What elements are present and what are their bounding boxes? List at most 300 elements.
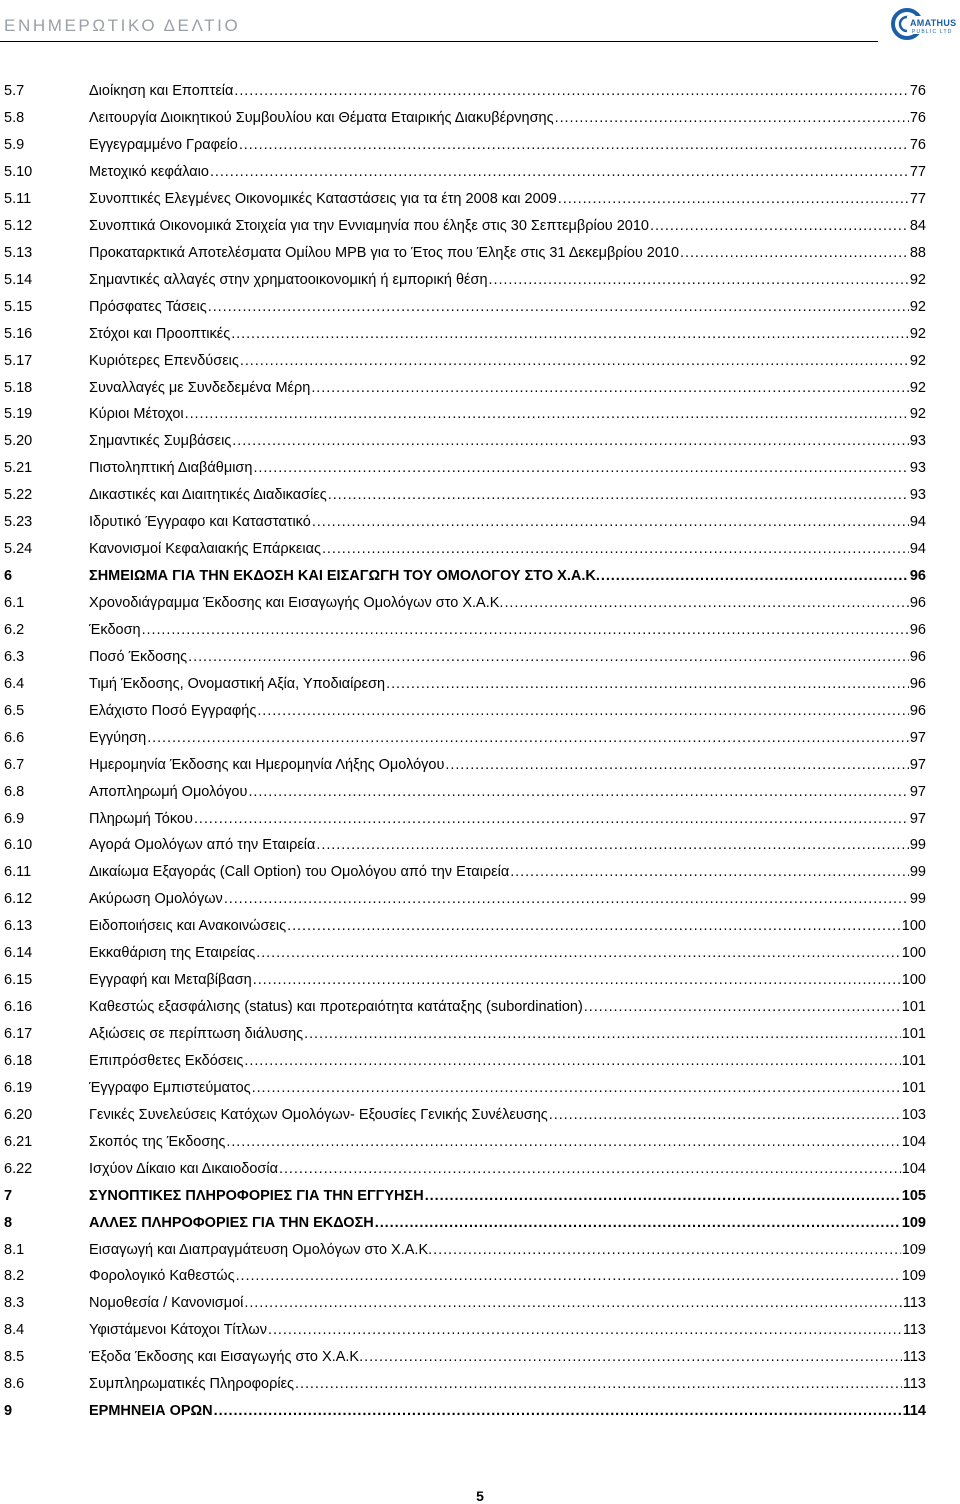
toc-entry-body <box>89 812 926 827</box>
toc-entry-body <box>89 381 926 396</box>
toc-entry-number: 6.21 <box>4 1133 33 1150</box>
toc-entry-number: 5.12 <box>4 217 33 234</box>
toc-entry[interactable] <box>0 374 960 401</box>
toc-entry-page: 97 <box>909 729 926 746</box>
toc-entry[interactable] <box>0 347 960 374</box>
toc-dot-leader <box>584 1000 901 1015</box>
toc-dot-leader <box>680 246 909 261</box>
toc-entry-title: Καθεστώς εξασφάλισης (status) και προτεραιότητα κατάταξης (subordination) <box>89 999 583 1016</box>
toc-dot-leader <box>312 515 909 530</box>
logo-wordmark: AMATHUS <box>910 18 957 28</box>
toc-entry-title: Ειδοποιήσεις και Ανακοινώσεις <box>89 918 287 935</box>
toc-entry[interactable] <box>0 1129 960 1156</box>
toc-dot-leader <box>304 1027 901 1042</box>
toc-entry-page: 109 <box>901 1241 926 1258</box>
toc-entry-title: Εγγραφή και Μεταβίβαση <box>89 972 252 989</box>
toc-entry-title: Λειτουργία Διοικητικού Συμβουλίου και Θέματα Εταιρικής Διακυβέρνησης <box>89 110 554 127</box>
toc-entry-page: 100 <box>901 972 926 989</box>
toc-entry-body <box>89 138 926 153</box>
toc-dot-leader <box>555 111 909 126</box>
toc-entry-page: 109 <box>901 1268 926 1285</box>
toc-entry-page: 93 <box>909 433 926 450</box>
toc-entry-title: Χρονοδιάγραμμα Έκδοσης και Εισαγωγής Ομολόγων στο Χ.Α.Κ. <box>89 595 504 612</box>
toc-entry-body <box>89 758 926 773</box>
toc-entry-number: 6.10 <box>4 837 33 854</box>
toc-entry-page: 93 <box>909 460 926 477</box>
toc-entry-page: 99 <box>909 837 926 854</box>
toc-entry-title: Τιμή Έκδοσης, Ονομαστική Αξία, Υποδιαίρεση <box>89 675 386 692</box>
toc-entry-number: 6.7 <box>4 756 25 773</box>
toc-entry-number: 6.5 <box>4 702 25 719</box>
toc-entry[interactable] <box>0 671 960 698</box>
toc-entry-body <box>89 407 926 422</box>
toc-entry-page: 114 <box>902 1403 926 1420</box>
toc-entry[interactable] <box>0 320 960 347</box>
toc-dot-leader <box>322 542 909 557</box>
toc-entry-title: Προκαταρκτικά Αποτελέσματα Ομίλου MPB για το Έτος που Έληξε στις 31 Δεκεμβρίου 2010 <box>89 244 680 261</box>
toc-entry[interactable] <box>0 617 960 644</box>
toc-dot-leader <box>489 273 909 288</box>
toc-entry-title: Αγορά Ομολόγων από την Εταιρεία <box>89 837 316 854</box>
toc-entry-number: 6.11 <box>4 864 32 881</box>
toc-entry-number: 5.17 <box>4 352 33 369</box>
toc-entry[interactable] <box>0 1182 960 1209</box>
toc-entry-number: 5.16 <box>4 325 33 342</box>
toc-dot-leader <box>425 1189 901 1204</box>
toc-dot-leader <box>234 84 908 99</box>
toc-entry[interactable] <box>0 940 960 967</box>
toc-dot-leader <box>240 354 909 369</box>
toc-entry[interactable] <box>0 1290 960 1317</box>
toc-entry-page: 113 <box>902 1376 926 1393</box>
toc-entry-page: 77 <box>909 164 926 181</box>
toc-entry-page: 113 <box>902 1295 926 1312</box>
toc-entry-page: 109 <box>901 1214 926 1231</box>
toc-entry-title: Εγγεγραμμένο Γραφείο <box>89 137 238 154</box>
toc-entry-number: 6.6 <box>4 729 25 746</box>
toc-entry-body <box>89 838 926 853</box>
toc-entry[interactable] <box>0 132 960 159</box>
toc-entry-title: Δικαίωμα Εξαγοράς (Call Option) του Ομολόγου από την Εταιρεία <box>89 864 510 881</box>
toc-entry-page: 96 <box>909 648 926 665</box>
toc-entry-title: Συνοπτικά Οικονομικά Στοιχεία για την Εννιαμηνία που έληξε στις 30 Σεπτεμβρίου 2010 <box>89 217 649 234</box>
toc-entry-title: Σημαντικές αλλαγές στην χρηματοοικονομική ή εμπορική θέση <box>89 271 488 288</box>
toc-entry-number: 6.19 <box>4 1079 33 1096</box>
toc-entry-title: Έκδοση <box>89 621 141 638</box>
toc-entry[interactable] <box>0 1075 960 1102</box>
toc-entry[interactable] <box>0 1371 960 1398</box>
toc-entry[interactable] <box>0 725 960 752</box>
toc-entry[interactable] <box>0 698 960 725</box>
toc-entry-body <box>89 1269 926 1284</box>
toc-entry-number: 5.20 <box>4 433 33 450</box>
toc-entry-number: 5.22 <box>4 487 33 504</box>
toc-entry-title: Διοίκηση και Εποπτεία <box>89 83 234 100</box>
header-divider <box>0 41 878 42</box>
toc-dot-leader <box>257 704 909 719</box>
toc-entry-body <box>89 300 926 315</box>
toc-entry[interactable] <box>0 805 960 832</box>
toc-entry-page: 100 <box>901 918 926 935</box>
toc-entry-number: 5.8 <box>4 110 25 127</box>
toc-dot-leader <box>248 785 908 800</box>
toc-entry-body <box>89 973 926 988</box>
toc-entry-number: 8.2 <box>4 1268 25 1285</box>
toc-entry-title: Φορολογικό Καθεστώς <box>89 1268 235 1285</box>
toc-entry-body <box>89 1081 926 1096</box>
logo-subtitle: PUBLIC LTD <box>912 29 953 35</box>
toc-dot-leader <box>232 434 909 449</box>
toc-entry-title: Κυριότερες Επενδύσεις <box>89 352 239 369</box>
toc-entry-body <box>89 1243 926 1258</box>
toc-entry-number: 6.18 <box>4 1052 33 1069</box>
toc-entry[interactable] <box>0 428 960 455</box>
toc-entry-page: 76 <box>909 137 926 154</box>
toc-entry-body <box>89 111 926 126</box>
toc-dot-leader <box>194 812 909 827</box>
toc-entry-title: Ισχύον Δίκαιο και Δικαιοδοσία <box>89 1160 278 1177</box>
toc-entry-body <box>89 1377 926 1392</box>
toc-entry[interactable] <box>0 482 960 509</box>
toc-entry-page: 99 <box>909 891 926 908</box>
toc-entry-body <box>89 1162 926 1177</box>
toc-entry[interactable] <box>0 78 960 105</box>
toc-dot-leader <box>386 677 909 692</box>
toc-entry-number: 8.4 <box>4 1322 25 1339</box>
toc-entry-page: 77 <box>909 190 926 207</box>
toc-entry-number: 5.21 <box>4 460 33 477</box>
toc-entry-body <box>89 192 926 207</box>
toc-entry-title: Κύριοι Μέτοχοι <box>89 406 184 423</box>
toc-entry-body <box>89 677 926 692</box>
toc-entry-number: 6.22 <box>4 1160 33 1177</box>
toc-entry-page: 76 <box>909 110 926 127</box>
toc-dot-leader <box>504 596 908 611</box>
toc-entry[interactable] <box>0 159 960 186</box>
toc-entry-body <box>89 1404 926 1419</box>
toc-entry-page: 94 <box>909 514 926 531</box>
toc-entry-title: Συμπληρωματικές Πληροφορίες <box>89 1376 295 1393</box>
toc-entry-title: Εκκαθάριση της Εταιρείας <box>89 945 256 962</box>
toc-entry-body <box>89 165 926 180</box>
toc-dot-leader <box>253 461 908 476</box>
toc-entry-page: 105 <box>901 1187 926 1204</box>
toc-entry-title: Επιπρόσθετες Εκδόσεις <box>89 1052 244 1069</box>
toc-dot-leader <box>328 488 909 503</box>
toc-entry[interactable] <box>0 1209 960 1236</box>
toc-entry[interactable] <box>0 778 960 805</box>
toc-dot-leader <box>256 946 901 961</box>
toc-entry-body <box>89 273 926 288</box>
toc-entry-number: 6.12 <box>4 891 33 908</box>
toc-entry-body <box>89 1323 926 1338</box>
toc-entry-title: Έγγραφο Εμπιστεύματος <box>89 1079 251 1096</box>
toc-dot-leader <box>445 758 908 773</box>
toc-entry-page: 96 <box>909 568 926 585</box>
toc-entry[interactable] <box>0 1102 960 1129</box>
toc-dot-leader <box>601 569 909 584</box>
toc-dot-leader <box>214 1404 902 1419</box>
toc-dot-leader <box>549 1108 901 1123</box>
toc-entry[interactable] <box>0 751 960 778</box>
toc-entry[interactable] <box>0 832 960 859</box>
toc-entry-page: 104 <box>901 1160 926 1177</box>
toc-entry[interactable] <box>0 1156 960 1183</box>
toc-entry-body <box>89 542 926 557</box>
toc-entry-number: 5.10 <box>4 164 33 181</box>
toc-entry-number: 5.23 <box>4 514 33 531</box>
toc-entry-number: 6.20 <box>4 1106 33 1123</box>
toc-entry-title: Πληρωμή Τόκου <box>89 810 193 827</box>
toc-entry-body <box>89 569 926 584</box>
toc-entry-body <box>89 892 926 907</box>
toc-entry-body <box>89 434 926 449</box>
toc-entry-body <box>89 919 926 934</box>
toc-entry-body <box>89 865 926 880</box>
toc-entry-number: 5.9 <box>4 137 25 154</box>
toc-entry-page: 96 <box>909 675 926 692</box>
toc-entry-number: 5.24 <box>4 541 33 558</box>
toc-entry-page: 113 <box>902 1322 926 1339</box>
toc-entry-page: 94 <box>909 541 926 558</box>
company-logo <box>890 6 956 46</box>
toc-entry-number: 5.19 <box>4 406 33 423</box>
toc-entry[interactable] <box>0 1021 960 1048</box>
toc-entry-number: 6.14 <box>4 945 33 962</box>
toc-entry[interactable] <box>0 1263 960 1290</box>
toc-entry-page: 92 <box>909 298 926 315</box>
toc-entry-title: Ιδρυτικό Έγγραφο και Καταστατικό <box>89 514 311 531</box>
toc-dot-leader <box>253 973 901 988</box>
toc-entry-title: Πιστοληπτική Διαβάθμιση <box>89 460 253 477</box>
toc-entry-title: Ακύρωση Ομολόγων <box>89 891 223 908</box>
toc-dot-leader <box>558 192 909 207</box>
toc-entry-body <box>89 219 926 234</box>
toc-entry-body <box>89 84 926 99</box>
toc-dot-leader <box>279 1162 901 1177</box>
toc-entry-page: 84 <box>909 217 926 234</box>
toc-entry-body <box>89 1054 926 1069</box>
toc-dot-leader <box>185 407 909 422</box>
toc-entry[interactable] <box>0 455 960 482</box>
toc-entry-page: 97 <box>909 810 926 827</box>
toc-dot-leader <box>210 165 909 180</box>
toc-entry-title: Δικαστικές και Διαιτητικές Διαδικασίες <box>89 487 327 504</box>
toc-entry[interactable] <box>0 590 960 617</box>
toc-entry-title: Ελάχιστο Ποσό Εγγραφής <box>89 702 257 719</box>
toc-entry-title: Συνοπτικές Ελεγμένες Οικονομικές Καταστάσεις για τα έτη 2008 και 2009 <box>89 190 557 207</box>
toc-dot-leader <box>208 300 909 315</box>
toc-entry-title: Σκοπός της Έκδοσης <box>89 1133 226 1150</box>
toc-entry-title: Συναλλαγές με Συνδεδεμένα Μέρη <box>89 379 311 396</box>
toc-entry-title: ΕΡΜΗΝΕΙΑ ΟΡΩΝ <box>89 1403 213 1420</box>
toc-entry-number: 5.11 <box>4 190 32 207</box>
toc-entry-body <box>89 785 926 800</box>
toc-entry-page: 92 <box>909 379 926 396</box>
toc-entry[interactable] <box>0 1344 960 1371</box>
toc-entry-number: 5.15 <box>4 298 33 315</box>
toc-entry-body <box>89 650 926 665</box>
toc-entry-title: Σημαντικές Συμβάσεις <box>89 433 232 450</box>
page-header <box>0 0 960 52</box>
toc-entry-body <box>89 704 926 719</box>
toc-entry-title: Κανονισμοί Κεφαλαιακής Επάρκειας <box>89 541 321 558</box>
toc-entry[interactable] <box>0 1236 960 1263</box>
toc-entry-number: 8.5 <box>4 1349 25 1366</box>
toc-entry-page: 97 <box>909 783 926 800</box>
toc-entry-number: 6.8 <box>4 783 25 800</box>
toc-entry[interactable] <box>0 859 960 886</box>
toc-entry-page: 101 <box>901 1026 926 1043</box>
toc-entry-number: 6.15 <box>4 972 33 989</box>
toc-dot-leader <box>142 623 909 638</box>
toc-dot-leader <box>287 919 901 934</box>
toc-entry[interactable] <box>0 401 960 428</box>
toc-entry-title: Υφιστάμενοι Κάτοχοι Τίτλων <box>89 1322 267 1339</box>
toc-dot-leader <box>244 1054 900 1069</box>
toc-entry[interactable] <box>0 536 960 563</box>
toc-entry-number: 5.7 <box>4 83 25 100</box>
toc-entry[interactable] <box>0 563 960 590</box>
toc-dot-leader <box>252 1081 901 1096</box>
toc-entry-title: ΑΛΛΕΣ ΠΛΗΡΟΦΟΡΙΕΣ ΓΙΑ ΤΗΝ ΕΚΔΟΣΗ <box>89 1214 374 1231</box>
toc-entry-body <box>89 1216 926 1231</box>
toc-entry-title: Εισαγωγή και Διαπραγμάτευση Ομολόγων στο Χ.Α.Κ. <box>89 1241 433 1258</box>
toc-entry-number: 5.13 <box>4 244 33 261</box>
toc-entry-body <box>89 623 926 638</box>
toc-entry[interactable] <box>0 240 960 267</box>
toc-entry-number: 9 <box>4 1403 13 1420</box>
toc-dot-leader <box>226 1135 900 1150</box>
toc-entry-page: 104 <box>901 1133 926 1150</box>
toc-entry-title: Αξιώσεις σε περίπτωση διάλυσης <box>89 1026 304 1043</box>
toc-dot-leader <box>375 1216 901 1231</box>
toc-entry-number: 6.17 <box>4 1026 33 1043</box>
toc-entry-page: 92 <box>909 325 926 342</box>
toc-entry-number: 7 <box>4 1187 13 1204</box>
toc-dot-leader <box>244 1296 902 1311</box>
toc-entry-number: 8.3 <box>4 1295 25 1312</box>
table-of-contents <box>0 78 960 1425</box>
toc-dot-leader <box>236 1269 901 1284</box>
toc-entry-title: Ημερομηνία Έκδοσης και Ημερομηνία Λήξης Ομολόγου <box>89 756 445 773</box>
toc-entry-page: 92 <box>909 352 926 369</box>
toc-entry-body <box>89 946 926 961</box>
toc-dot-leader <box>364 1350 902 1365</box>
toc-entry-page: 76 <box>909 83 926 100</box>
toc-entry-page: 96 <box>909 595 926 612</box>
toc-entry-body <box>89 1108 926 1123</box>
toc-entry[interactable] <box>0 1317 960 1344</box>
toc-entry-number: 5.14 <box>4 271 33 288</box>
toc-entry-title: Στόχοι και Προοπτικές <box>89 325 231 342</box>
toc-entry-body <box>89 1000 926 1015</box>
toc-dot-leader <box>224 892 909 907</box>
toc-entry[interactable] <box>0 267 960 294</box>
toc-dot-leader <box>650 219 909 234</box>
toc-entry[interactable] <box>0 1048 960 1075</box>
toc-entry-number: 5.18 <box>4 379 33 396</box>
toc-entry-page: 96 <box>909 621 926 638</box>
toc-entry-title: Πρόσφατες Τάσεις <box>89 298 207 315</box>
toc-entry-body <box>89 327 926 342</box>
toc-entry-number: 6.13 <box>4 918 33 935</box>
toc-entry-page: 97 <box>909 756 926 773</box>
toc-entry[interactable] <box>0 994 960 1021</box>
toc-entry-title: Εγγύηση <box>89 729 147 746</box>
toc-entry-number: 6.1 <box>4 595 25 612</box>
toc-dot-leader <box>147 731 909 746</box>
toc-entry[interactable] <box>0 886 960 913</box>
document-title: ΕΝΗΜΕΡΩΤΙΚΟ ΔΕΛΤΙΟ <box>4 16 241 35</box>
toc-entry-page: 101 <box>901 1079 926 1096</box>
toc-entry-page: 100 <box>901 945 926 962</box>
toc-entry-body <box>89 1189 926 1204</box>
page-number: 5 <box>476 1488 484 1504</box>
toc-dot-leader <box>311 381 909 396</box>
toc-entry[interactable] <box>0 186 960 213</box>
toc-entry-title: Ποσό Έκδοσης <box>89 648 188 665</box>
toc-entry-body <box>89 596 926 611</box>
toc-entry-number: 8 <box>4 1214 13 1231</box>
toc-entry-title: Αποπληρωμή Ομολόγου <box>89 783 248 800</box>
toc-entry-body <box>89 1296 926 1311</box>
toc-entry-page: 93 <box>909 487 926 504</box>
toc-entry-number: 6.3 <box>4 648 25 665</box>
toc-dot-leader <box>231 327 909 342</box>
toc-dot-leader <box>316 838 908 853</box>
toc-dot-leader <box>268 1323 902 1338</box>
toc-entry[interactable] <box>0 1398 960 1425</box>
toc-entry[interactable] <box>0 967 960 994</box>
toc-entry[interactable] <box>0 644 960 671</box>
toc-entry-body <box>89 246 926 261</box>
toc-entry-page: 99 <box>909 864 926 881</box>
toc-entry-number: 6.9 <box>4 810 25 827</box>
toc-entry-page: 92 <box>909 271 926 288</box>
toc-entry-title: Έξοδα Έκδοσης και Εισαγωγής στο Χ.Α.Κ. <box>89 1349 364 1366</box>
toc-entry-page: 101 <box>901 1052 926 1069</box>
toc-entry-body <box>89 488 926 503</box>
toc-entry-page: 101 <box>901 999 926 1016</box>
toc-dot-leader <box>510 865 909 880</box>
toc-entry-title: ΣΥΝΟΠΤΙΚΕΣ ΠΛΗΡΟΦΟΡΙΕΣ ΓΙΑ ΤΗΝ ΕΓΓΥΗΣΗ <box>89 1187 424 1204</box>
toc-entry-number: 6.2 <box>4 621 25 638</box>
toc-entry-body <box>89 1027 926 1042</box>
toc-entry-title: Νομοθεσία / Κανονισμοί <box>89 1295 244 1312</box>
toc-dot-leader <box>239 138 909 153</box>
toc-entry[interactable] <box>0 913 960 940</box>
toc-entry-number: 6 <box>4 568 13 585</box>
toc-entry-body <box>89 515 926 530</box>
toc-entry[interactable] <box>0 509 960 536</box>
toc-entry-number: 8.6 <box>4 1376 25 1393</box>
toc-entry-page: 113 <box>902 1349 926 1366</box>
toc-dot-leader <box>188 650 909 665</box>
toc-entry[interactable] <box>0 294 960 321</box>
toc-entry-title: ΣΗΜΕΙΩΜΑ ΓΙΑ ΤΗΝ ΕΚΔΟΣΗ ΚΑΙ ΕΙΣΑΓΩΓΗ ΤΟΥ ΟΜΟΛΟΓΟΥ ΣΤΟ Χ.Α.Κ. <box>89 568 600 585</box>
toc-dot-leader <box>433 1243 901 1258</box>
toc-entry-body <box>89 1135 926 1150</box>
toc-entry[interactable] <box>0 213 960 240</box>
toc-dot-leader <box>295 1377 902 1392</box>
toc-entry[interactable] <box>0 105 960 132</box>
toc-entry-number: 6.16 <box>4 999 33 1016</box>
toc-entry-page: 92 <box>909 406 926 423</box>
toc-entry-page: 96 <box>909 702 926 719</box>
toc-entry-title: Γενικές Συνελεύσεις Κατόχων Ομολόγων- Εξουσίες Γενικής Συνέλευσης <box>89 1106 548 1123</box>
toc-entry-page: 103 <box>901 1106 926 1123</box>
